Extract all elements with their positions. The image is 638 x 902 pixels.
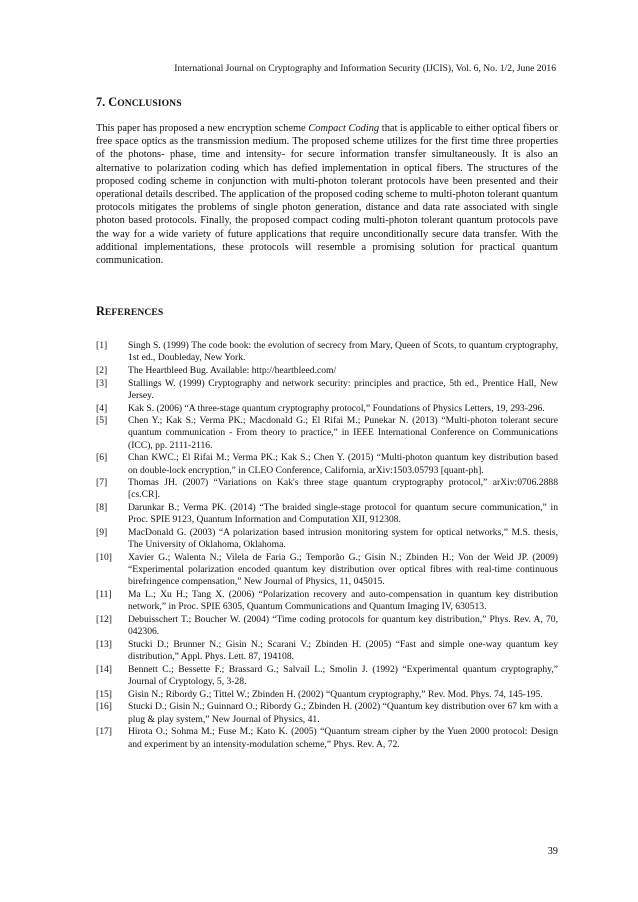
section-title-initial: R bbox=[96, 304, 105, 318]
reference-text: Chan KWC.; El Rifai M.; Verma PK.; Kak S.; Chen Y. (2015) “Multi-photon quantum key distribution based on double-lock encryption,” in CLEO Conference, California, arXiv:1503.05793 [quant-ph]. bbox=[128, 452, 558, 476]
reference-item bbox=[96, 477, 558, 501]
paragraph-text-end: that is applicable to either optical fibers or free space optics as the transmission medium. The proposed scheme utilizes for the first time three properties of the photons- phase, time and intensity- for secure information transfer simultaneously. It is also an alternative to polarization coding which has defied implementation in optical fibers. The structures of the proposed coding scheme in conjunction with multi-photon tolerant protocols have been presented and their operational details described. The application of the proposed coding scheme to multi-photon tolerant quantum protocols mitigates the problems of single photon generation, distance and data rate associated with single photon based protocols. Finally, the proposed compact coding multi-photon tolerant quantum protocols pave the way for a wide variety of future applications that require unconditionally secure data transfer. With the additional implementations, these protocols will resemble a promising solution for practical quantum communication. bbox=[96, 123, 559, 267]
reference-text: Chen Y.; Kak S.; Verma PK.; Macdonald G.; El Rifai M.; Punekar N. (2013) “Multi-photon tolerant secure quantum communication - From theory to practice,” in IEEE International Conference on Communications (ICC), pp. 2111-2116. bbox=[128, 415, 558, 451]
reference-number: [9] bbox=[96, 527, 108, 539]
reference-item bbox=[96, 378, 558, 402]
reference-text: Debuisschert T.; Boucher W. (2004) “Time coding protocols for quantum key distribution,” Phys. Rev. A, 70, 042306. bbox=[128, 613, 558, 638]
reference-item bbox=[96, 365, 558, 377]
reference-item bbox=[96, 340, 558, 364]
reference-text: The Heartbleed Bug. Available: http://heartbleed.com/ bbox=[128, 364, 337, 376]
reference-number: [17] bbox=[96, 726, 112, 738]
reference-number: [13] bbox=[96, 638, 112, 650]
reference-text: Stucki D.; Brunner N.; Gisin N.; Scarani V.; Zbinden H. (2005) “Fast and simple one-way quantum key distribution,” Appl. Phys. Lett. 87, 194108. bbox=[128, 638, 558, 663]
reference-text: Xavier G.; Walenta N.; Vilela de Faria G.; Temporão G.; Gisin N.; Zbinden H.; Von der Weid JP. (2009) “Experimental polarization encoded quantum key distribution over optical fibres with real-time continuous birefringence compensation,” New Journal of Physics, 11, 045015. bbox=[128, 552, 558, 588]
reference-text: MacDonald G. (2003) “A polarization based intrusion monitoring system for optical networks,” M.S. thesis, The University of Oklahoma, Oklahoma. bbox=[128, 527, 558, 551]
reference-number: [14] bbox=[96, 663, 112, 675]
reference-text: Thomas JH. (2007) “Variations on Kak's three stage quantum cryptography protocol,” arXiv:0706.2888 [cs.CR]. bbox=[128, 477, 558, 501]
section-title-initial: C bbox=[108, 95, 118, 109]
paragraph-text-start: This paper has proposed a new encryption scheme bbox=[96, 123, 309, 134]
reference-list bbox=[96, 340, 558, 751]
reference-number: [7] bbox=[96, 477, 108, 489]
reference-number: [16] bbox=[96, 701, 112, 713]
reference-item bbox=[96, 452, 558, 476]
reference-item bbox=[96, 502, 558, 526]
reference-item bbox=[96, 527, 558, 551]
reference-text: Bennett C.; Bessette F.; Brassard G.; Salvail L.; Smolin J. (1992) “Experimental quantum cryptography,” Journal of Cryptology, 5, 3-28. bbox=[128, 663, 558, 687]
reference-text: Hirota O.; Sohma M.; Fuse M.; Kato K. (2005) “Quantum stream cipher by the Yuen 2000 protocol: Design and experiment by an intensity-modulation scheme,” Phys. Rev. A, 72. bbox=[128, 726, 558, 750]
reference-number: [11] bbox=[96, 589, 112, 601]
section-title-conclusions bbox=[96, 95, 182, 111]
reference-number: [1] bbox=[96, 340, 108, 351]
reference-item bbox=[96, 552, 558, 588]
reference-number: [10] bbox=[96, 552, 112, 563]
reference-item bbox=[96, 415, 558, 451]
section-number: 7. bbox=[96, 95, 109, 109]
scheme-name: Compact Coding bbox=[308, 123, 380, 134]
reference-item bbox=[96, 589, 558, 613]
reference-item bbox=[96, 701, 558, 725]
reference-item bbox=[96, 689, 558, 701]
reference-text: Ma L.; Xu H.; Tang X. (2006) “Polarization recovery and auto-compensation in quantum key distribution network,” in Proc. SPIE 6305, Quantum Communications and Quantum Imaging IV, 630513. bbox=[128, 589, 558, 613]
reference-text: Stucki D.; Gisin N.; Guinnard O.; Ribordy G.; Zbinden H. (2002) “Quantum key distribution over 67 km with a plug & play system,” New Journal of Physics, 41. bbox=[128, 701, 558, 725]
page-number: 39 bbox=[547, 846, 558, 857]
reference-text: Darunkar B.; Verma PK. (2014) “The braided single-stage protocol for quantum secure communication,” in Proc. SPIE 9123, Quantum Information and Computation XII, 912308. bbox=[128, 502, 558, 526]
section-title-rest: EFERENCES bbox=[104, 307, 164, 318]
reference-text: Stallings W. (1999) Cryptography and network security: principles and practice, 5th ed., Prentice Hall, New Jersey. bbox=[128, 377, 558, 401]
reference-number: [6] bbox=[96, 452, 108, 464]
reference-item bbox=[96, 664, 558, 688]
reference-text: Kak S. (2006) “A three-stage quantum cryptography protocol,” Foundations of Physics Letters, 19, 293-296. bbox=[128, 402, 545, 414]
section-title-references bbox=[96, 304, 163, 320]
conclusions-paragraph bbox=[96, 122, 558, 267]
reference-item bbox=[96, 614, 558, 638]
reference-item bbox=[96, 726, 558, 750]
reference-text: Singh S. (1999) The code book: the evolution of secrecy from Mary, Queen of Scots, to quantum cryptography, 1st ed., Doubleday, New York. bbox=[128, 340, 558, 364]
reference-text: Gisin N.; Ribordy G.; Tittel W.; Zbinden H. (2002) “Quantum cryptography,” Rev. Mod. Phys. 74, 145-195. bbox=[128, 688, 543, 700]
reference-item bbox=[96, 403, 558, 415]
reference-number: [3] bbox=[96, 377, 108, 389]
reference-number: [2] bbox=[96, 364, 108, 376]
reference-item bbox=[96, 639, 558, 663]
reference-number: [4] bbox=[96, 402, 108, 414]
reference-number: [12] bbox=[96, 613, 112, 625]
reference-number: [8] bbox=[96, 502, 108, 514]
section-title-rest: ONCLUSIONS bbox=[117, 98, 182, 109]
running-head: International Journal on Cryptography and Information Security (IJCIS), Vol. 6, No. 1/2, June 2016 bbox=[174, 63, 556, 74]
reference-number: [5] bbox=[96, 415, 108, 427]
reference-number: [15] bbox=[96, 688, 112, 700]
